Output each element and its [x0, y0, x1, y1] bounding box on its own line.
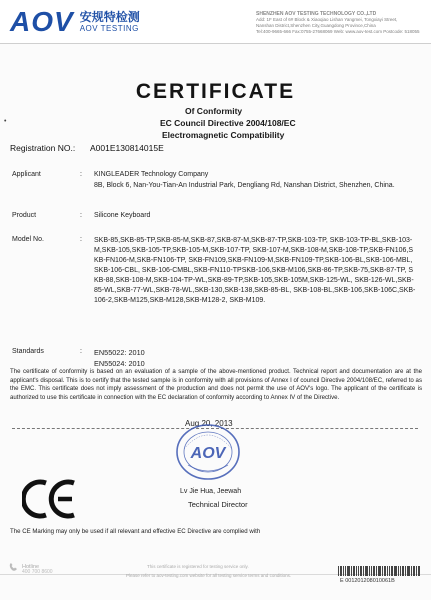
footer-notice-2: Please refer to aov-testing.com website for all testing service terms and conditions.	[126, 573, 292, 578]
ce-mark-icon	[22, 478, 80, 520]
barcode-icon	[338, 566, 420, 576]
applicant-colon: :	[80, 171, 82, 178]
logo-text	[80, 11, 140, 34]
registration-label: Registration NO.:	[10, 143, 76, 153]
subtitle-conformity: Of Conformity	[185, 106, 243, 116]
footer-notice-1: This certificate is registered for testing service only.	[147, 564, 249, 569]
company-stamp	[174, 421, 242, 483]
footer	[0, 560, 431, 600]
subtitle-emc: Electromagnetic Compatibility	[162, 130, 285, 140]
product-label: Product	[12, 212, 37, 219]
company-contact: Tel:400-9665-666 Fax:0755-27668069 Web: www.aov-test.com Postcode: 518055	[256, 29, 420, 34]
company-address-1: Add: 1F East of 6# Block & Xiaoqiao Lishan Yangmei, Tongxiayi Street,	[256, 17, 398, 22]
standard-en55022: EN55022: 2010	[94, 348, 145, 357]
applicant-address: 8B, Block 6, Nan-You-Tian-An Industrial Park, Dengliang Rd, Nanshan District, Shenzhen, China.	[94, 182, 395, 189]
header	[0, 0, 431, 44]
applicant-label: Applicant	[12, 171, 41, 178]
standard-en55024: EN55024: 2010	[94, 359, 145, 368]
company-name: SHENZHEN AOV TESTING TECHNOLOGY CO.,LTD	[256, 11, 377, 17]
ce-marking-note: The CE Marking may only be used if all relevant and effective EC Directive are complied with	[10, 528, 261, 535]
product-value: Silicone Keyboard	[94, 212, 151, 219]
stamp-text: AOV	[190, 445, 226, 462]
company-address-2: Nanshan District,Shenzhen City,Guangdong Province,China	[256, 23, 376, 28]
signatory-name: Lv Jie Hua, Jeewah	[180, 488, 242, 495]
subtitle-directive: EC Council Directive 2004/108/EC	[160, 118, 296, 128]
company-info	[256, 11, 426, 35]
logo-mark: AOV	[10, 6, 74, 37]
hotline-label: Hotline	[22, 564, 40, 570]
standards-colon: :	[80, 348, 82, 355]
applicant-name: KINGLEADER Technology Company	[94, 171, 209, 178]
logo-english: AOV TESTING	[79, 23, 139, 33]
issue-date: Aug 20, 2013	[185, 419, 233, 428]
model-list: SKB-85,SKB-85-TP,SKB-85-M,SKB-87,SKB-87-M,SKB-87-TP,SKB-103-TP, SKB-103-TP-BL,SKB-103-M,SKB-105,SKB-105-TP,SKB-105-M,SKB-107-TP, SKB-107-M,SKB-108-M,SKB-108-TP,SKB-FN106,SKB-FN106-M,SKB-FN106-TP, SKB-FN109,SKB-FN109-M,SKB-FN109-TP,SKB-106-BL,SKB-106-MBL,SKB-106-CBL, SKB-106-CMBL,SKB-FN110-TPSKB-106,SKB-M106,SKB-86-TP,SKB-75,SKB-87-TP, SKB-88,SKB-108-M,SKB-104-TP-WL,SKB-89-TP,SKB-105,SKB-105M,SKB-125-WL, SKB-126-WL,SKB-85-WL,SKB-77-WL,SKB-78-WL,SKB-130,SKB-138,SKB-85-BL, SKB-108-BL,SKB-106,SKB-106C,SKB-106-2,SKB-M125,SKB-M128,SKB-M128-2, SKB-M109.	[94, 237, 416, 304]
certificate-code: E 001201208010061B	[340, 578, 395, 584]
margin-dot: •	[4, 118, 7, 125]
signatory-title: Technical Director	[188, 500, 248, 509]
certificate-title: CERTIFICATE	[135, 80, 296, 103]
model-colon: :	[80, 236, 82, 243]
phone-icon	[8, 562, 20, 572]
aov-logo	[10, 8, 140, 36]
standards-label: Standards	[12, 348, 44, 355]
product-colon: :	[80, 212, 82, 219]
hotline-number: 400 700 8600	[22, 569, 53, 575]
registration-number: A001E130814015E	[90, 143, 164, 153]
conformity-statement: The certificate of conformity is based on an evaluation of a sample of the above-mentioned product. Technical report and documentation are at the applicant's disposal. This is to certify that the tested sample is in conformity with all provisions of Annex I of council Directive 2004/108/EC, referred to as the EMC. This certificate does not imply assessment of the production and does not permit the use of AOV's logo. The applicant of the certificate is authorized to use this certificate in connection with the EC declaration of conformity according to Annex IV of the Directive.	[10, 368, 422, 401]
logo-chinese: 安规特检测	[79, 9, 140, 24]
model-label: Model No.	[12, 236, 44, 243]
